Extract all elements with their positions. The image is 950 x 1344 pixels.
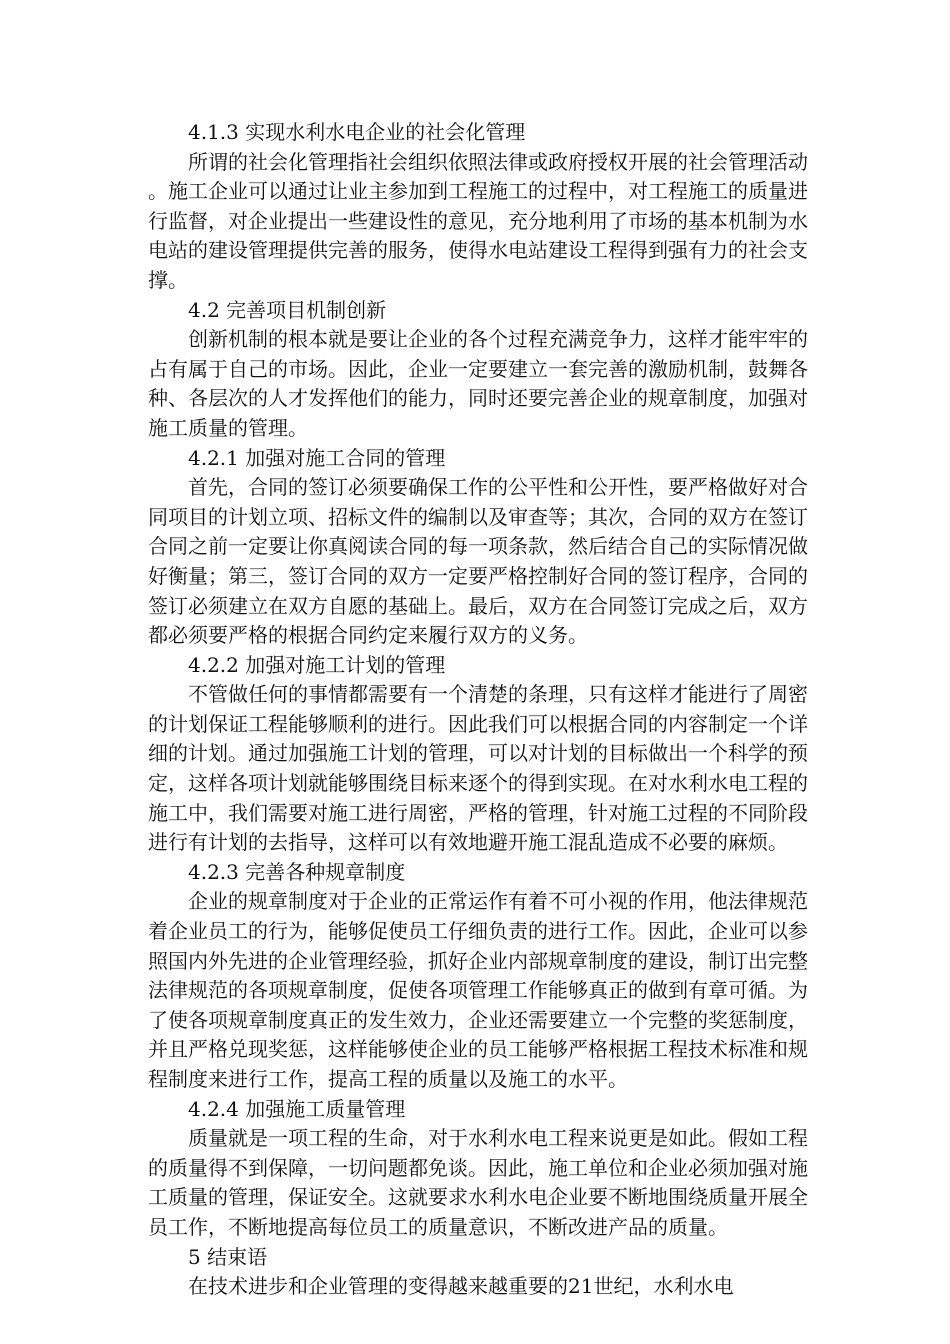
section-heading-4-2: 4.2 完善项目机制创新 <box>188 297 387 322</box>
document-body <box>148 118 808 1302</box>
paragraph-quality-management: 质量就是一项工程的生命，对于水利水电工程来说更是如此。假如工程的质量得不到保障，一切问题都免谈。因此，施工单位和企业必须加强对施工质量的管理，保证安全。这就要求水利水电企业要不断地围绕质量开展全员工作，不断地提高每位员工的质量意识，不断改进产品的质量。 <box>148 1126 808 1239</box>
section-heading-4-2-1: 4.2.1 加强对施工合同的管理 <box>188 445 446 470</box>
paragraph-social-management: 所谓的社会化管理指社会组织依照法律或政府授权开展的社会管理活动。施工企业可以通过让业主参加到工程施工的过程中，对工程施工的质量进行监督，对企业提出一些建设性的意见，充分地利用了市场的基本机制为水电站的建设管理提供完善的服务，使得水电站建设工程得到强有力的社会支撑。 <box>148 149 808 292</box>
section-heading-4-2-2: 4.2.2 加强对施工计划的管理 <box>188 652 446 677</box>
paragraph-conclusion: 在技术进步和企业管理的变得越来越重要的21世纪，水利水电 <box>188 1274 734 1299</box>
paragraph-contract-management: 首先，合同的签订必须要确保工作的公平性和公开性，要严格做好对合同项目的计划立项、招标文件的编制以及审查等；其次，合同的双方在签订合同之前一定要让你真阅读合同的每一项条款，然后结合自己的实际情况做好衡量；第三，签订合同的双方一定要严格控制好合同的签订程序，合同的签订必须建立在双方自愿的基础上。最后，双方在合同签订完成之后，双方都必须要严格的根据合同约定来履行双方的义务。 <box>148 475 808 648</box>
section-heading-4-2-3: 4.2.3 完善各种规章制度 <box>188 859 406 884</box>
section-heading-4-1-3: 4.1.3 实现水利水电企业的社会化管理 <box>188 120 526 144</box>
paragraph-mechanism-innovation: 创新机制的根本就是要让企业的各个过程充满竞争力，这样才能牢牢的占有属于自己的市场。因此，企业一定要建立一套完善的激励机制，鼓舞各种、各层次的人才发挥他们的能力，同时还要完善企业的规章制度，加强对施工质量的管理。 <box>148 327 808 440</box>
section-heading-4-2-4: 4.2.4 加强施工质量管理 <box>188 1096 406 1121</box>
section-heading-5: 5 结束语 <box>188 1244 268 1269</box>
paragraph-rules-regulations: 企业的规章制度对于企业的正常运作有着不可小视的作用，他法律规范着企业员工的行为，能够促使员工仔细负责的进行工作。因此，企业可以参照国内外先进的企业管理经验，抓好企业内部规章制度的建设，制订出完整法律规范的各项规章制度，促使各项管理工作能够真正的做到有章可循。为了使各项规章制度真正的发生效力，企业还需要建立一个完整的奖惩制度，并且严格兑现奖惩，这样能够使企业的员工能够严格根据工程技术标准和规程制度来进行工作，提高工程的质量以及施工的水平。 <box>148 889 808 1091</box>
paragraph-plan-management: 不管做任何的事情都需要有一个清楚的条理，只有这样才能进行了周密的计划保证工程能够顺利的进行。因此我们可以根据合同的内容制定一个详细的计划。通过加强施工计划的管理，可以对计划的目标做出一个科学的预定，这样各项计划就能够围绕目标来逐个的得到实现。在对水利水电工程的施工中，我们需要对施工进行周密，严格的管理，针对施工过程的不同阶段进行有计划的去指导，这样可以有效地避开施工混乱造成不必要的麻烦。 <box>148 682 808 855</box>
